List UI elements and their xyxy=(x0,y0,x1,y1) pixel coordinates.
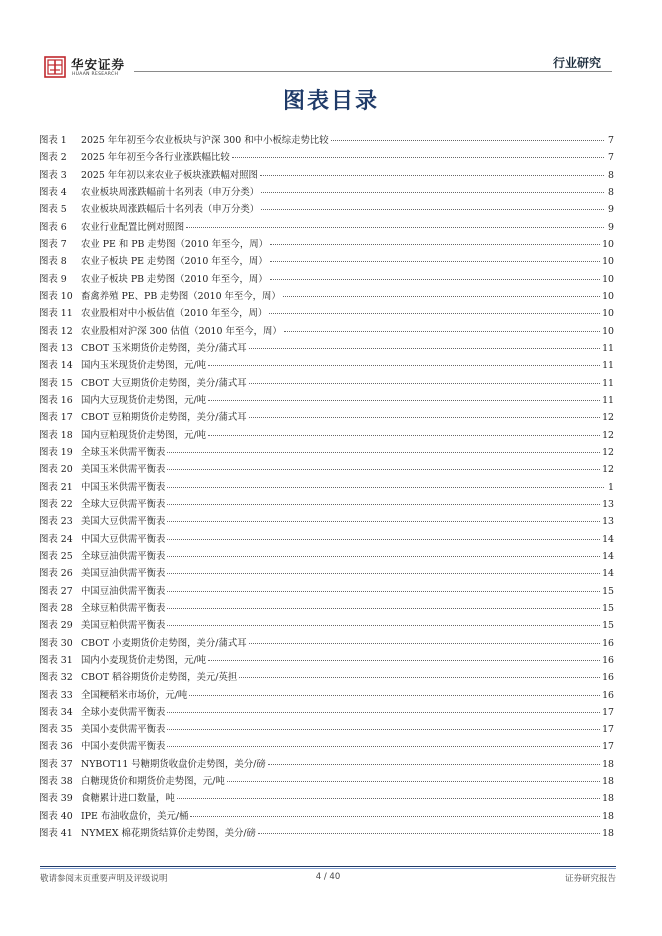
toc-entry-leader xyxy=(167,487,604,488)
toc-entry-title: CBOT 小麦期货价走势图，美分/蒲式耳 xyxy=(81,637,247,649)
toc-entry-page: 11 xyxy=(602,377,614,389)
toc-entry-page: 11 xyxy=(602,360,614,372)
toc-entry-label: 图表 30 xyxy=(39,637,73,649)
toc-entry-leader xyxy=(167,591,600,592)
toc-entry-page: 10 xyxy=(602,256,614,268)
toc-entry-title: NYMEX 棉花期货结算价走势图，美分/磅 xyxy=(81,828,256,840)
toc-entry-leader xyxy=(190,816,600,817)
logo-english-name: HUAAN RESEARCH xyxy=(72,72,119,77)
toc-entry[interactable] xyxy=(39,461,614,478)
toc-entry-leader xyxy=(239,677,600,678)
toc-entry-label: 图表 12 xyxy=(39,325,73,337)
toc-entry[interactable] xyxy=(39,357,614,374)
toc-entry[interactable] xyxy=(39,409,614,426)
toc-entry-leader xyxy=(270,279,600,280)
toc-entry[interactable] xyxy=(39,531,614,548)
toc-entry-title: 2025 年年初至今农业板块与沪深 300 和中小板综走势比较 xyxy=(81,135,329,146)
toc-entry-leader xyxy=(177,798,600,799)
toc-entry-label: 图表 6 xyxy=(39,221,67,233)
toc-entry-leader xyxy=(167,608,600,609)
toc-entry-leader xyxy=(167,504,600,505)
toc-entry-leader xyxy=(284,331,600,332)
toc-entry-label: 图表 26 xyxy=(39,568,73,580)
toc-entry[interactable] xyxy=(39,825,614,842)
toc-entry-page: 18 xyxy=(602,793,614,805)
section-label: 行业研究 xyxy=(552,56,601,70)
toc-entry-label: 图表 15 xyxy=(39,377,73,389)
toc-entry-page: 1 xyxy=(608,481,614,493)
toc-entry-page: 16 xyxy=(602,689,614,701)
toc-entry-page: 10 xyxy=(602,273,614,285)
toc-entry-page: 18 xyxy=(602,758,614,770)
toc-entry-title: 畜禽养殖 PE、PB 走势图（2010 年至今，周） xyxy=(81,290,281,302)
toc-entry-page: 9 xyxy=(608,204,614,216)
toc-entry-leader xyxy=(167,521,600,522)
toc-entry-label: 图表 35 xyxy=(39,724,73,736)
toc-entry-page: 16 xyxy=(602,637,614,649)
table-of-figures xyxy=(39,132,614,842)
footer-report-type: 证券研究报告 xyxy=(564,874,616,884)
toc-entry-label: 图表 19 xyxy=(39,446,73,458)
toc-entry-leader xyxy=(167,556,600,557)
toc-entry[interactable] xyxy=(39,479,614,496)
toc-entry-leader xyxy=(261,192,604,193)
toc-entry-label: 图表 34 xyxy=(39,706,73,718)
toc-entry-label: 图表 4 xyxy=(39,186,67,198)
toc-entry-title: 中国豆油供需平衡表 xyxy=(81,585,166,597)
toc-entry-label: 图表 14 xyxy=(39,360,73,372)
toc-entry-label: 图表 29 xyxy=(39,620,73,632)
toc-entry-label: 图表 16 xyxy=(39,394,73,406)
toc-entry-title: CBOT 稻谷期货价走势图，美元/英担 xyxy=(81,672,238,684)
toc-entry[interactable] xyxy=(39,271,614,288)
toc-entry-page: 11 xyxy=(602,394,614,406)
toc-entry[interactable] xyxy=(39,132,614,149)
toc-entry-page: 13 xyxy=(602,516,614,528)
toc-entry-title: 农业股相对中小板估值（2010 年至今，周） xyxy=(81,308,268,320)
toc-entry-label: 图表 13 xyxy=(39,342,73,354)
toc-entry-leader xyxy=(249,417,600,418)
logo-mark-icon xyxy=(44,56,66,78)
toc-entry-title: 2025 年年初至今各行业涨跌幅比较 xyxy=(81,152,230,164)
toc-entry-title: 农业 PE 和 PB 走势图（2010 年至今，周） xyxy=(81,238,268,250)
toc-entry-leader xyxy=(189,695,600,696)
toc-entry-leader xyxy=(208,400,600,401)
toc-entry[interactable] xyxy=(39,236,614,253)
toc-entry-title: CBOT 豆粕期货价走势图，美分/蒲式耳 xyxy=(81,412,247,424)
footer-disclaimer: 敬请参阅末页重要声明及评级说明 xyxy=(40,874,168,884)
toc-entry-title: 国内小麦现货价走势图，元/吨 xyxy=(81,654,207,666)
toc-entry-leader xyxy=(227,781,600,782)
page-title: 图表目录 xyxy=(282,89,379,114)
toc-entry-leader xyxy=(331,140,604,141)
toc-entry-page: 8 xyxy=(608,186,614,198)
toc-entry-title: 白糖现货价和期货价走势图，元/吨 xyxy=(81,776,225,788)
toc-entry[interactable] xyxy=(39,427,614,444)
toc-entry[interactable] xyxy=(39,790,614,807)
toc-entry-label: 图表 8 xyxy=(39,256,67,268)
toc-entry-leader xyxy=(249,383,600,384)
toc-entry-page: 10 xyxy=(602,238,614,250)
toc-entry-label: 图表 3 xyxy=(39,169,67,181)
toc-entry[interactable] xyxy=(39,565,614,582)
toc-entry-title: 全球小麦供需平衡表 xyxy=(81,706,166,718)
toc-entry-page: 12 xyxy=(602,464,614,476)
toc-entry-label: 图表 23 xyxy=(39,516,73,528)
toc-entry-label: 图表 9 xyxy=(39,273,67,285)
toc-entry-leader xyxy=(269,313,600,314)
toc-entry[interactable] xyxy=(39,583,614,600)
toc-entry[interactable] xyxy=(39,184,614,201)
toc-entry-page: 17 xyxy=(602,724,614,736)
toc-entry-title: 中国玉米供需平衡表 xyxy=(81,481,166,493)
toc-entry-label: 图表 22 xyxy=(39,498,73,510)
toc-entry[interactable] xyxy=(39,219,614,236)
toc-entry[interactable] xyxy=(39,444,614,461)
toc-entry[interactable] xyxy=(39,756,614,773)
toc-entry-label: 图表 27 xyxy=(39,585,73,597)
toc-entry-title: NYBOT11 号糖期货收盘价走势图，美分/磅 xyxy=(81,758,266,770)
toc-entry-label: 图表 33 xyxy=(39,689,73,701)
toc-entry-label: 图表 17 xyxy=(39,412,73,424)
toc-entry-title: 全球玉米供需平衡表 xyxy=(81,446,166,458)
toc-entry-page: 16 xyxy=(602,672,614,684)
toc-entry[interactable] xyxy=(39,704,614,721)
toc-entry-page: 12 xyxy=(602,446,614,458)
toc-entry-label: 图表 20 xyxy=(39,464,73,476)
toc-entry-label: 图表 32 xyxy=(39,672,73,684)
toc-entry-page: 12 xyxy=(602,429,614,441)
company-logo xyxy=(44,55,132,81)
toc-entry-label: 图表 31 xyxy=(39,654,73,666)
toc-entry-page: 10 xyxy=(602,308,614,320)
toc-entry[interactable] xyxy=(39,687,614,704)
toc-entry-leader xyxy=(258,833,600,834)
toc-entry-page: 8 xyxy=(608,169,614,181)
toc-entry-page: 15 xyxy=(602,602,614,614)
toc-entry-title: CBOT 大豆期货价走势图，美分/蒲式耳 xyxy=(81,377,247,389)
toc-entry-label: 图表 25 xyxy=(39,550,73,562)
toc-entry-title: 国内玉米现货价走势图，元/吨 xyxy=(81,360,207,372)
toc-entry[interactable] xyxy=(39,288,614,305)
toc-entry-page: 14 xyxy=(602,533,614,545)
toc-entry-page: 12 xyxy=(602,412,614,424)
toc-entry-leader xyxy=(208,365,600,366)
toc-entry[interactable] xyxy=(39,496,614,513)
toc-entry[interactable] xyxy=(39,652,614,669)
toc-entry-title: 农业板块周涨跌幅后十名列表（申万分类） xyxy=(81,204,260,216)
toc-entry-leader xyxy=(270,261,600,262)
toc-entry-label: 图表 41 xyxy=(39,828,73,840)
toc-entry-title: 美国玉米供需平衡表 xyxy=(81,464,166,476)
toc-entry-label: 图表 24 xyxy=(39,533,73,545)
toc-entry[interactable] xyxy=(39,617,614,634)
toc-entry[interactable] xyxy=(39,167,614,184)
toc-entry-label: 图表 7 xyxy=(39,238,67,250)
toc-entry-leader xyxy=(167,573,600,574)
toc-entry-leader xyxy=(167,469,600,470)
toc-entry-page: 11 xyxy=(602,342,614,354)
toc-entry[interactable] xyxy=(39,738,614,755)
toc-entry-leader xyxy=(167,625,600,626)
toc-entry-label: 图表 10 xyxy=(39,290,73,302)
toc-entry[interactable] xyxy=(39,305,614,322)
toc-entry-label: 图表 38 xyxy=(39,776,73,788)
toc-entry-leader xyxy=(270,244,600,245)
toc-entry-title: 全国粳稻米市场价，元/吨 xyxy=(81,689,188,701)
page-header xyxy=(0,0,662,80)
toc-entry-page: 18 xyxy=(602,810,614,822)
logo-chinese-name: 华安证券 xyxy=(71,57,126,72)
toc-entry-title: 农业子板块 PB 走势图（2010 年至今，周） xyxy=(81,273,268,285)
toc-entry-title: 中国大豆供需平衡表 xyxy=(81,533,166,545)
toc-entry-leader xyxy=(167,452,600,453)
toc-entry-leader xyxy=(208,660,600,661)
toc-entry-title: 农业行业配置比例对照图 xyxy=(81,221,185,233)
toc-entry[interactable] xyxy=(39,513,614,530)
toc-entry-page: 10 xyxy=(602,325,614,337)
toc-entry-leader xyxy=(249,643,600,644)
toc-entry-page: 13 xyxy=(602,498,614,510)
toc-entry-leader xyxy=(261,209,604,210)
toc-entry-title: 农业板块周涨跌幅前十名列表（申万分类） xyxy=(81,186,260,198)
footer-divider-secondary xyxy=(40,868,616,869)
page-number: 4 / 40 xyxy=(315,872,341,882)
toc-entry-title: 美国大豆供需平衡表 xyxy=(81,516,166,528)
toc-entry-title: CBOT 玉米期货价走势图，美分/蒲式耳 xyxy=(81,342,247,354)
toc-entry-page: 15 xyxy=(602,585,614,597)
toc-entry-page: 15 xyxy=(602,620,614,632)
toc-entry-title: 全球豆粕供需平衡表 xyxy=(81,602,166,614)
toc-entry-title: IPE 布油收盘价，美元/桶 xyxy=(81,810,189,822)
toc-entry-leader xyxy=(167,729,600,730)
toc-entry-leader xyxy=(167,746,600,747)
toc-entry[interactable] xyxy=(39,721,614,738)
toc-entry-page: 18 xyxy=(602,828,614,840)
toc-entry[interactable] xyxy=(39,808,614,825)
toc-entry-page: 9 xyxy=(608,221,614,233)
toc-entry-label: 图表 18 xyxy=(39,429,73,441)
toc-entry-title: 农业子板块 PE 走势图（2010 年至今，周） xyxy=(81,256,268,268)
toc-entry[interactable] xyxy=(39,600,614,617)
toc-entry-label: 图表 11 xyxy=(39,308,73,320)
toc-entry[interactable] xyxy=(39,773,614,790)
toc-entry-leader xyxy=(283,296,600,297)
toc-entry-label: 图表 1 xyxy=(39,135,67,146)
toc-entry-leader xyxy=(260,175,604,176)
toc-entry-title: 美国豆粕供需平衡表 xyxy=(81,620,166,632)
toc-entry-title: 美国小麦供需平衡表 xyxy=(81,724,166,736)
toc-entry-page: 17 xyxy=(602,741,614,753)
toc-entry-page: 17 xyxy=(602,706,614,718)
toc-entry-leader xyxy=(249,348,600,349)
toc-entry[interactable] xyxy=(39,323,614,340)
toc-entry-title: 全球大豆供需平衡表 xyxy=(81,498,166,510)
toc-entry-label: 图表 21 xyxy=(39,481,73,493)
toc-entry-label: 图表 36 xyxy=(39,741,73,753)
toc-entry-page: 7 xyxy=(608,135,614,146)
toc-entry[interactable] xyxy=(39,340,614,357)
toc-entry-title: 国内豆粕现货价走势图，元/吨 xyxy=(81,429,207,441)
toc-entry-leader xyxy=(167,712,600,713)
toc-entry[interactable] xyxy=(39,392,614,409)
toc-entry-label: 图表 5 xyxy=(39,204,67,216)
toc-entry-label: 图表 2 xyxy=(39,152,67,164)
toc-entry-title: 美国豆油供需平衡表 xyxy=(81,568,166,580)
toc-entry-page: 14 xyxy=(602,550,614,562)
toc-entry-label: 图表 39 xyxy=(39,793,73,805)
toc-entry[interactable] xyxy=(39,201,614,218)
toc-entry-label: 图表 37 xyxy=(39,758,73,770)
toc-entry[interactable] xyxy=(39,375,614,392)
toc-entry-title: 中国小麦供需平衡表 xyxy=(81,741,166,753)
toc-entry-leader xyxy=(232,157,604,158)
toc-entry-page: 10 xyxy=(602,290,614,302)
toc-entry[interactable] xyxy=(39,669,614,686)
toc-entry-page: 18 xyxy=(602,776,614,788)
toc-entry-title: 2025 年年初以来农业子板块涨跌幅对照图 xyxy=(81,169,258,181)
toc-entry-title: 农业股相对沪深 300 估值（2010 年至今，周） xyxy=(81,325,282,337)
footer-divider xyxy=(40,866,616,867)
toc-entry-label: 图表 28 xyxy=(39,602,73,614)
toc-entry-page: 7 xyxy=(608,152,614,164)
toc-entry[interactable] xyxy=(39,548,614,565)
toc-entry-leader xyxy=(167,539,600,540)
toc-entry[interactable] xyxy=(39,635,614,652)
toc-entry[interactable] xyxy=(39,149,614,166)
toc-entry-title: 国内大豆现货价走势图，元/吨 xyxy=(81,394,207,406)
toc-entry-page: 16 xyxy=(602,654,614,666)
toc-entry-label: 图表 40 xyxy=(39,810,73,822)
toc-entry-leader xyxy=(208,435,600,436)
header-divider xyxy=(134,71,612,72)
toc-entry-page: 14 xyxy=(602,568,614,580)
toc-entry-leader xyxy=(268,764,600,765)
toc-entry-leader xyxy=(186,227,604,228)
toc-entry-title: 全球豆油供需平衡表 xyxy=(81,550,166,562)
toc-entry[interactable] xyxy=(39,253,614,270)
toc-entry-title: 食糖累计进口数量，吨 xyxy=(81,793,175,805)
